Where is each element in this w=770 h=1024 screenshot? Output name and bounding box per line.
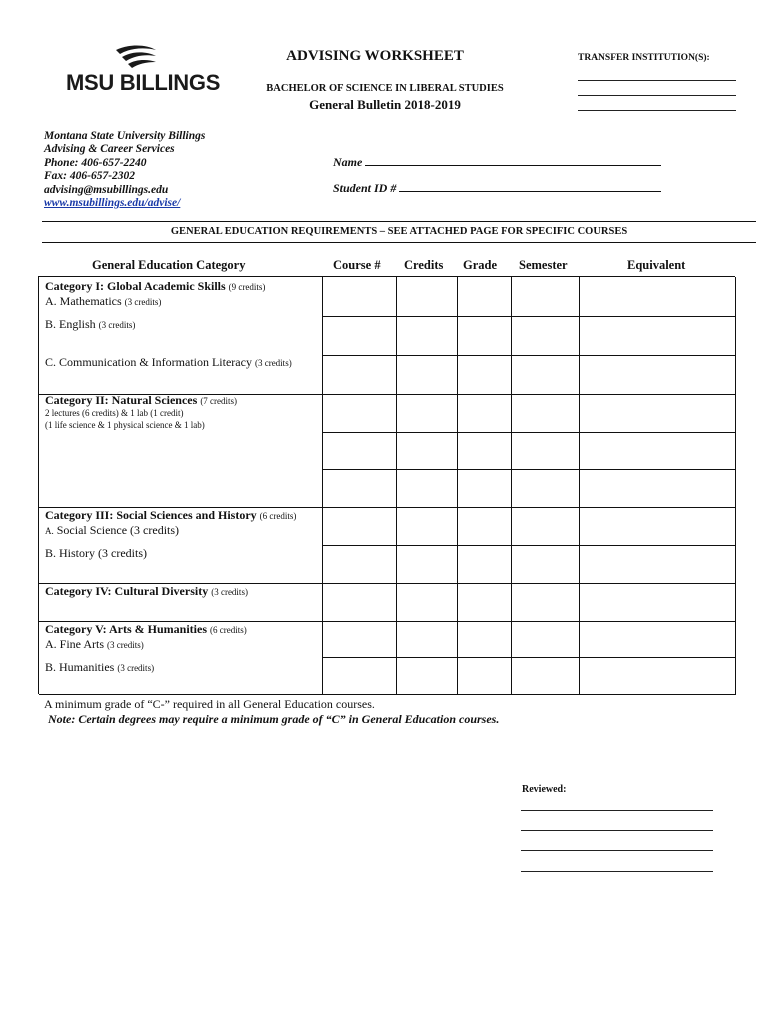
cell-divider [322,469,736,470]
msu-billings-logo [62,44,222,104]
category-4-title: Category IV: Cultural Diversity (3 credits) [45,584,248,598]
gen-ed-banner: GENERAL EDUCATION REQUIREMENTS – SEE ATTACHED PAGE FOR SPECIFIC COURSES [170,226,628,237]
category-1-title: Category I: Global Academic Skills (9 credits) [45,279,266,293]
bulletin-year: General Bulletin 2018-2019 [309,97,461,112]
student-id-input-line[interactable] [399,181,661,192]
degree-title: BACHELOR OF SCIENCE IN LIBERAL STUDIES [266,83,504,94]
transfer-institution-label: TRANSFER INSTITUTION(S): [578,53,710,63]
reviewed-line-1[interactable] [521,810,713,811]
transfer-line-2[interactable] [578,95,736,96]
name-label: Name [333,155,363,169]
col-divider [322,277,323,695]
row-divider [39,694,736,695]
cell-divider [322,432,736,433]
category-2-detail-1: 2 lectures (6 credits) & 1 lab (1 credit) [45,408,184,418]
contact-website-link[interactable]: www.msubillings.edu/advise/ [44,197,181,210]
cell-divider [322,545,736,546]
gen-ed-table [38,276,735,694]
col-divider [735,277,736,695]
grade-note-italic: Note: Certain degrees may require a minimum grade of “C” in General Education courses. [48,712,500,726]
reviewed-label: Reviewed: [522,784,567,795]
page-title: ADVISING WORKSHEET [286,48,464,64]
student-id-label: Student ID # [333,181,397,195]
grade-note: A minimum grade of “C-” required in all General Education courses. [44,697,375,711]
name-input-line[interactable] [365,155,661,166]
col-divider [579,277,580,695]
header-course: Course # [333,258,381,272]
category-1b-english: B. English (3 credits) [45,317,136,331]
cell-divider [322,355,736,356]
student-id-field [333,181,661,196]
divider-bottom [42,242,756,243]
contact-block [44,130,205,210]
reviewed-line-2[interactable] [521,830,713,831]
col-divider [457,277,458,695]
header-credits: Credits [404,258,444,272]
header-equivalent: Equivalent [627,258,686,272]
transfer-line-1[interactable] [578,80,736,81]
contact-institution: Montana State University Billings [44,130,206,142]
category-1a-mathematics: A. Mathematics (3 credits) [45,294,162,308]
category-5a-fine-arts: A. Fine Arts (3 credits) [45,637,144,651]
contact-email: advising@msubillings.edu [44,183,169,196]
reviewed-line-3[interactable] [521,850,713,851]
contact-fax: Fax: 406-657-2302 [44,170,136,183]
category-5-title: Category V: Arts & Humanities (6 credits) [45,622,247,636]
category-3-title: Category III: Social Sciences and History (6 credits) [45,508,297,522]
header-grade: Grade [463,258,498,272]
cell-divider [322,316,736,317]
category-3a-social-science: A. Social Science (3 credits) [45,523,180,537]
col-divider [396,277,397,695]
logo-swoosh-icon [114,44,158,72]
header-semester: Semester [519,258,568,272]
category-3b-history: B. History (3 credits) [45,546,147,560]
contact-office: Advising & Career Services [44,143,175,156]
category-2-detail-2: (1 life science & 1 physical science & 1 lab) [45,420,205,430]
transfer-line-3[interactable] [578,110,736,111]
category-5b-humanities: B. Humanities (3 credits) [45,660,155,674]
category-1c-communication: C. Communication & Information Literacy (3 credits) [45,355,292,369]
category-2-title: Category II: Natural Sciences (7 credits) [45,393,238,407]
contact-phone: Phone: 406-657-2240 [44,156,147,169]
col-divider [511,277,512,695]
reviewed-line-4[interactable] [521,871,713,872]
divider-top [42,221,756,222]
name-field [333,155,661,170]
header-category: General Education Category [92,258,246,272]
logo-text: MSU BILLINGS [66,70,221,95]
cell-divider [322,657,736,658]
